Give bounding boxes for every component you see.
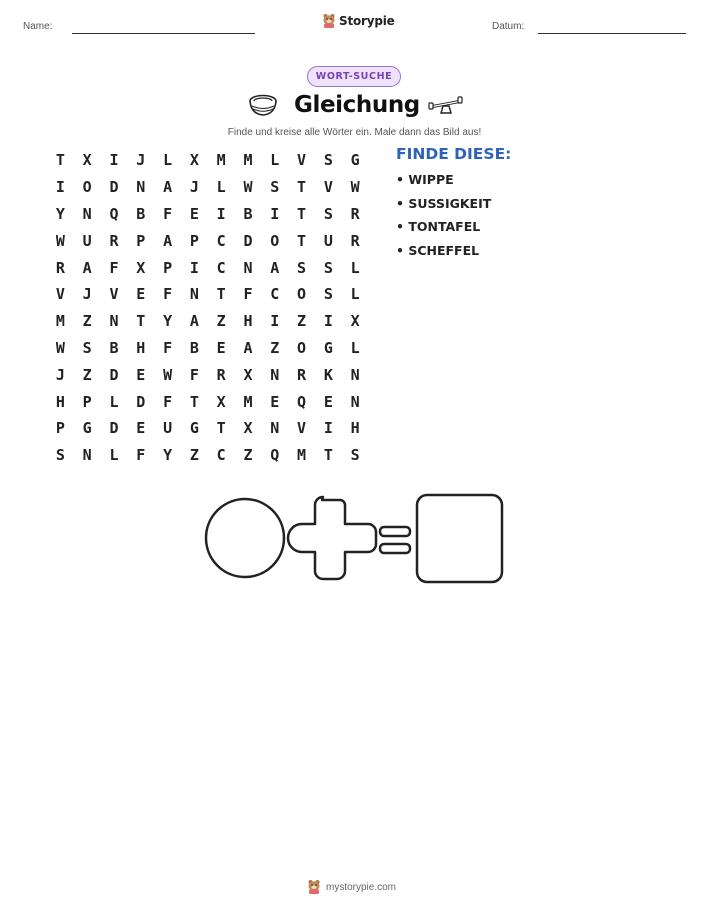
grid-cell[interactable]: D [243,231,253,250]
grid-cell[interactable]: E [216,338,226,357]
grid-cell[interactable]: H [243,312,253,331]
grid-cell[interactable]: W [350,178,360,197]
grid-cell[interactable]: N [82,446,92,465]
grid-cell[interactable]: G [82,419,92,438]
grid-cell[interactable]: X [82,151,92,170]
grid-cell[interactable]: O [297,285,307,304]
grid-cell[interactable]: U [82,231,92,250]
grid-cell[interactable]: I [323,312,333,331]
bowl-icon [248,92,278,120]
grid-cell[interactable]: T [297,204,307,223]
grid-cell[interactable]: W [55,338,65,357]
grid-cell[interactable]: Z [82,312,92,331]
grid-cell[interactable]: T [216,419,226,438]
storypie-logo-icon [322,13,336,29]
grid-row [47,361,369,388]
grid-cell[interactable]: T [55,151,65,170]
grid-cell[interactable]: T [136,312,146,331]
grid-row [47,388,369,415]
letter-grid [47,147,369,469]
grid-cell[interactable]: X [243,365,253,384]
grid-cell[interactable]: O [82,178,92,197]
grid-cell[interactable]: L [216,178,226,197]
grid-row [47,147,369,174]
grid-cell[interactable]: Z [270,338,280,357]
grid-cell[interactable]: T [323,446,333,465]
grid-cell[interactable]: V [109,285,119,304]
grid-cell[interactable]: S [270,178,280,197]
grid-cell[interactable]: Y [163,446,173,465]
grid-cell[interactable]: C [270,285,280,304]
grid-cell[interactable]: J [55,365,65,384]
storypie-logo-icon [307,879,321,895]
grid-cell[interactable]: G [323,338,333,357]
grid-cell[interactable]: S [323,258,333,277]
grid-cell[interactable]: F [189,365,199,384]
page-title: Gleichung [294,92,420,118]
grid-cell[interactable]: T [297,178,307,197]
grid-cell[interactable]: O [270,231,280,250]
grid-cell[interactable]: S [323,151,333,170]
grid-cell[interactable]: N [82,204,92,223]
grid-cell[interactable]: E [323,392,333,411]
grid-cell[interactable]: S [323,285,333,304]
grid-cell[interactable]: A [82,258,92,277]
grid-cell[interactable]: A [163,231,173,250]
grid-cell[interactable]: L [163,151,173,170]
grid-cell[interactable]: Q [109,204,119,223]
grid-cell[interactable]: V [55,285,65,304]
grid-cell[interactable]: P [55,419,65,438]
grid-cell[interactable]: C [216,231,226,250]
word-item: • SUSSIGKEIT [396,195,492,211]
grid-cell[interactable]: M [243,392,253,411]
grid-cell[interactable]: B [136,204,146,223]
grid-row [47,201,369,228]
grid-cell[interactable]: X [350,312,360,331]
grid-cell[interactable]: F [136,446,146,465]
grid-cell[interactable]: Y [55,204,65,223]
grid-cell[interactable]: N [350,365,360,384]
grid-cell[interactable]: F [243,285,253,304]
grid-cell[interactable]: F [163,285,173,304]
seesaw-icon [427,96,465,116]
circle-shape [206,499,284,577]
grid-cell[interactable]: X [136,258,146,277]
grid-cell[interactable]: I [189,258,199,277]
grid-cell[interactable]: K [323,365,333,384]
grid-cell[interactable]: Y [163,312,173,331]
grid-cell[interactable]: T [297,231,307,250]
grid-cell[interactable]: I [55,178,65,197]
grid-cell[interactable]: D [136,392,146,411]
grid-cell[interactable]: F [163,338,173,357]
grid-cell[interactable]: N [270,365,280,384]
grid-cell[interactable]: Z [189,446,199,465]
grid-cell[interactable]: M [55,312,65,331]
grid-cell[interactable]: S [323,204,333,223]
grid-cell[interactable]: N [243,258,253,277]
grid-cell[interactable]: I [216,204,226,223]
footer [307,879,396,895]
grid-cell[interactable]: O [297,338,307,357]
grid-cell[interactable]: J [82,285,92,304]
grid-cell[interactable]: C [216,446,226,465]
word-list [396,172,491,266]
grid-cell[interactable]: X [189,151,199,170]
date-label: Datum: [492,21,525,32]
grid-cell[interactable]: X [243,419,253,438]
grid-cell[interactable]: N [136,178,146,197]
grid-cell[interactable]: E [136,365,146,384]
grid-cell[interactable]: D [109,419,119,438]
grid-row [47,335,369,362]
grid-cell[interactable]: E [136,285,146,304]
grid-cell[interactable]: P [163,258,173,277]
grid-cell[interactable]: F [109,258,119,277]
grid-cell[interactable]: Z [216,312,226,331]
name-label: Name: [23,21,53,32]
instructions: Finde und kreise alle Wörter ein. Male dann das Bild aus! [227,127,482,138]
grid-cell[interactable]: R [216,365,226,384]
word-item: • WIPPE [396,172,454,187]
brand-logo [322,13,395,29]
grid-cell[interactable]: N [189,285,199,304]
grid-cell[interactable]: U [163,419,173,438]
grid-cell[interactable]: J [189,178,199,197]
grid-cell[interactable]: D [109,178,119,197]
grid-cell[interactable]: B [189,338,199,357]
grid-cell[interactable]: X [216,392,226,411]
grid-cell[interactable]: U [323,231,333,250]
grid-row [47,254,369,281]
grid-cell[interactable]: T [216,285,226,304]
grid-cell[interactable]: M [297,446,307,465]
grid-row [47,227,369,254]
grid-cell[interactable]: E [189,204,199,223]
grid-row [47,281,369,308]
grid-cell[interactable]: N [270,419,280,438]
grid-cell[interactable]: N [350,392,360,411]
name-line[interactable] [72,33,255,34]
grid-cell[interactable]: R [350,204,360,223]
grid-cell[interactable]: I [270,312,280,331]
grid-cell[interactable]: L [109,392,119,411]
grid-cell[interactable]: Q [297,392,307,411]
grid-cell[interactable]: N [109,312,119,331]
grid-cell[interactable]: H [136,338,146,357]
grid-cell[interactable]: C [216,258,226,277]
grid-cell[interactable]: R [350,231,360,250]
grid-cell[interactable]: T [189,392,199,411]
grid-cell[interactable]: R [109,231,119,250]
grid-cell[interactable]: R [55,258,65,277]
plus-shape [288,497,376,579]
grid-cell[interactable]: A [163,178,173,197]
grid-cell[interactable]: H [55,392,65,411]
grid-row [47,415,369,442]
grid-cell[interactable]: S [82,338,92,357]
grid-cell[interactable]: D [109,365,119,384]
brand-name: Storypie [339,14,395,28]
grid-cell[interactable]: R [297,365,307,384]
grid-cell[interactable]: A [270,258,280,277]
grid-cell[interactable]: A [243,338,253,357]
grid-cell[interactable]: V [323,178,333,197]
grid-cell[interactable]: F [163,392,173,411]
grid-cell[interactable]: G [189,419,199,438]
grid-cell[interactable]: G [350,151,360,170]
grid-cell[interactable]: I [270,204,280,223]
word-item: • SCHEFFEL [396,242,480,258]
grid-cell[interactable]: S [55,446,65,465]
grid-cell[interactable]: I [109,151,119,170]
grid-cell[interactable]: L [270,151,280,170]
grid-cell[interactable]: W [163,365,173,384]
grid-cell[interactable]: Z [82,365,92,384]
square-shape [417,495,502,582]
word-item: • TONTAFEL [396,219,481,234]
grid-cell[interactable]: S [297,258,307,277]
grid-cell[interactable]: L [350,285,360,304]
grid-row [47,308,369,335]
grid-cell[interactable]: I [323,419,333,438]
grid-cell[interactable]: V [297,419,307,438]
grid-cell[interactable]: M [216,151,226,170]
grid-cell[interactable]: V [297,151,307,170]
grid-cell[interactable]: P [82,392,92,411]
grid-cell[interactable]: L [109,446,119,465]
grid-cell[interactable]: P [136,231,146,250]
grid-cell[interactable]: B [243,204,253,223]
grid-cell[interactable]: P [189,231,199,250]
grid-cell[interactable]: Z [243,446,253,465]
grid-cell[interactable]: W [243,178,253,197]
grid-cell[interactable]: E [136,419,146,438]
grid-cell[interactable]: S [350,446,360,465]
grid-cell[interactable]: L [350,258,360,277]
grid-cell[interactable]: A [189,312,199,331]
grid-row [47,174,369,201]
grid-row [47,442,369,469]
grid-cell[interactable]: L [350,338,360,357]
date-line[interactable] [538,33,686,34]
coloring-illustration[interactable] [200,490,510,586]
grid-cell[interactable]: Z [297,312,307,331]
footer-link[interactable]: mystorypie.com [326,881,397,893]
grid-cell[interactable]: B [109,338,119,357]
word-list-heading: FINDE DIESE: [396,145,512,163]
grid-cell[interactable]: E [270,392,280,411]
grid-cell[interactable]: H [350,419,360,438]
grid-cell[interactable]: W [55,231,65,250]
category-badge: WORT-SUCHE [307,66,401,87]
grid-cell[interactable]: J [136,151,146,170]
grid-cell[interactable]: Q [270,446,280,465]
grid-cell[interactable]: F [163,204,173,223]
grid-cell[interactable]: M [243,151,253,170]
equals-shape [380,527,410,553]
